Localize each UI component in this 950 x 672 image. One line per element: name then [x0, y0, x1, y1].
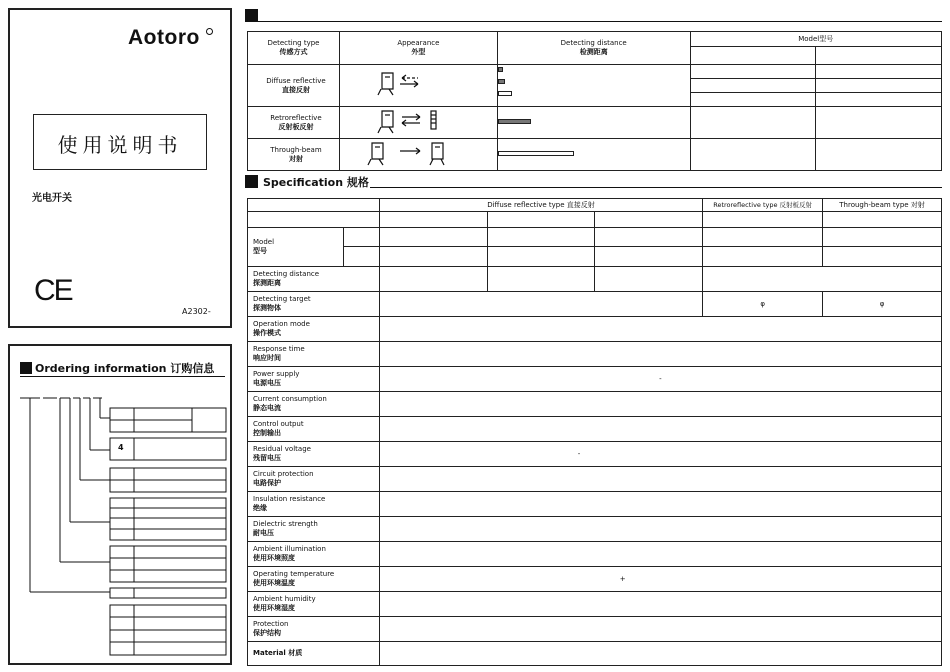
- col-retro-header: Retroreflective type 反射板反射: [703, 199, 823, 212]
- spec-row-humidity: Ambient humidity 使用环境湿度: [248, 592, 380, 617]
- col-diffuse-header: Diffuse reflective type 直接反射: [379, 199, 702, 212]
- distance-bar: [498, 119, 531, 124]
- through-appearance: [339, 139, 497, 171]
- retro-sensor-icon: [340, 107, 496, 135]
- section-block-icon: [245, 9, 258, 22]
- ce-mark-icon: CE: [34, 274, 72, 307]
- spec-row-illumination: Ambient illumination 使用环境照度: [248, 542, 380, 567]
- residual-dash: -: [379, 442, 941, 467]
- col-through-header: Through-beam type 对射: [823, 199, 942, 212]
- through-distance-bar-cell: [497, 139, 690, 171]
- distance-bar: [498, 79, 505, 84]
- distance-header: Detecting distance 检测距离: [497, 32, 690, 65]
- temperature-plus: +: [379, 567, 941, 592]
- ordering-code-diagram: [10, 346, 230, 666]
- cover-panel: [8, 8, 232, 328]
- brand-logo: Aotoro: [128, 26, 200, 49]
- spec-rule: [370, 187, 942, 188]
- spec-row-residual: Residual voltage 残留电压: [248, 442, 380, 467]
- selection-table: [247, 31, 942, 171]
- detecting-type-header: Detecting type 传感方式: [248, 32, 340, 65]
- spec-row-current: Current consumption 静态电流: [248, 392, 380, 417]
- doc-code: A2302-: [182, 307, 211, 316]
- spec-row-material: Material 材质: [248, 642, 380, 666]
- product-name: 光电开关: [32, 193, 72, 204]
- target-retro-phi: φ: [703, 292, 823, 317]
- ordering-option-value: 4: [118, 443, 124, 452]
- retro-row-label: Retroreflective 反射板反射: [248, 107, 340, 139]
- retro-appearance: [339, 107, 497, 139]
- diffuse-distance-bars: [497, 65, 690, 107]
- distance-bar: [498, 91, 512, 96]
- spec-row-temperature: Operating temperature 使用环境温度: [248, 567, 380, 592]
- spec-row-protection: Protection 保护结构: [248, 617, 380, 642]
- ordering-panel: [8, 344, 232, 665]
- manual-title: 使用说明书: [57, 133, 183, 157]
- distance-bar: [498, 151, 574, 156]
- through-beam-sensor-icon: [340, 139, 496, 167]
- retro-distance-bar-cell: [497, 107, 690, 139]
- diffuse-sensor-icon: [340, 65, 496, 103]
- spec-block-icon: [245, 175, 258, 188]
- spec-row-response: Response time 响应时间: [248, 342, 380, 367]
- section-rule: [258, 21, 942, 22]
- spec-row-distance: Detecting distance 探测距离: [248, 267, 380, 292]
- distance-bar: [498, 67, 503, 72]
- diffuse-appearance: [339, 65, 497, 107]
- manual-title-box: [33, 114, 207, 170]
- through-row-label: Through-beam 对射: [248, 139, 340, 171]
- spec-title: Specification 规格: [263, 176, 369, 189]
- model-header: Model型号: [690, 32, 941, 47]
- spec-row-model: Model 型号: [248, 228, 344, 267]
- target-through-phi: φ: [823, 292, 942, 317]
- spec-row-operation: Operation mode 操作模式: [248, 317, 380, 342]
- spec-row-power: Power supply 电源电压: [248, 367, 380, 392]
- spec-row-insulation: Insulation resistance 绝缘: [248, 492, 380, 517]
- ordering-title: Ordering information 订购信息: [35, 362, 215, 375]
- spec-row-target: Detecting target 探测物体: [248, 292, 380, 317]
- spec-table: [247, 198, 942, 666]
- spec-row-circuit: Circuit protection 电路保护: [248, 467, 380, 492]
- spec-row-dielectric: Dielectric strength 耐电压: [248, 517, 380, 542]
- spec-row-control: Control output 控制输出: [248, 417, 380, 442]
- registered-mark-icon: [206, 28, 213, 35]
- power-dash: -: [379, 367, 941, 392]
- appearance-header: Appearance 外型: [339, 32, 497, 65]
- diffuse-row-label: Diffuse reflective 直接反射: [248, 65, 340, 107]
